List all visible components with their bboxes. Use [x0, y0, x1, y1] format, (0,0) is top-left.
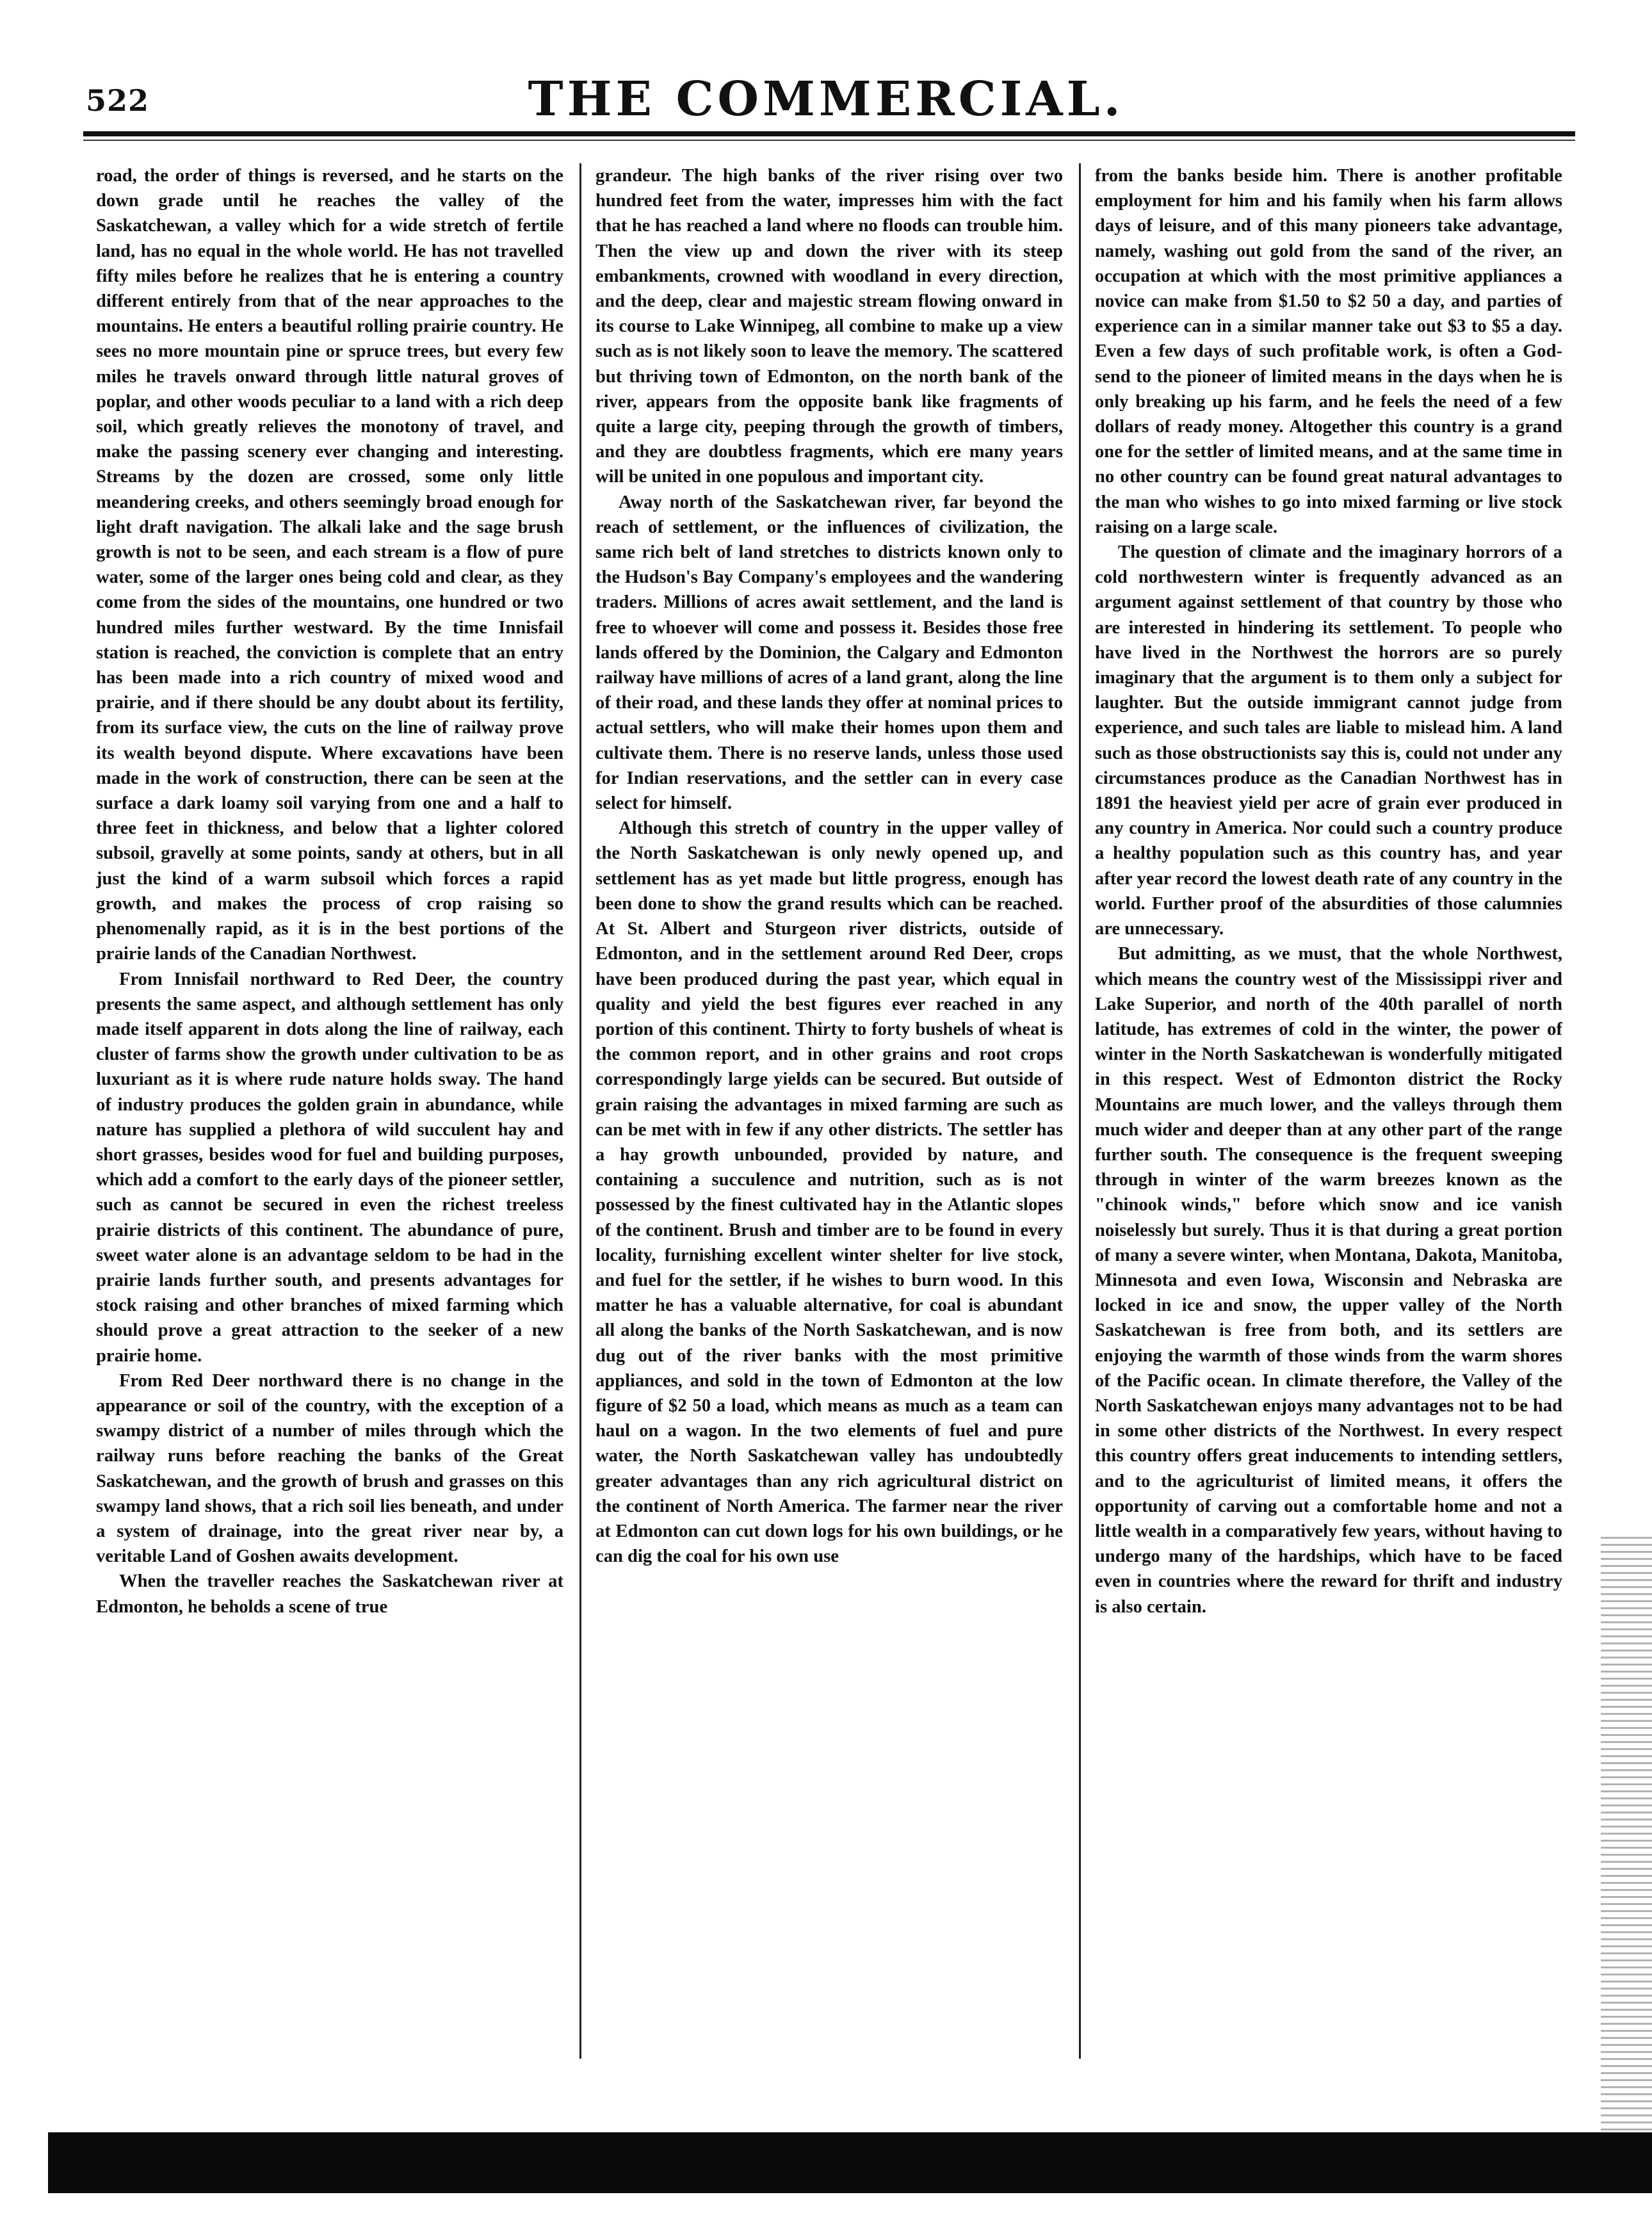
column-divider	[579, 163, 581, 2059]
paragraph: grandeur. The high banks of the river rising over two hundred feet from the water, impresses him with the fact that he has reached a land where no floods can trouble him. Then the view up and down the river with its steep embankments, crowned with woodland in every direction, and the deep, clear and majestic stream flowing onward in its course to Lake Winnipeg, all combine to make up a view such as is not likely soon to leave the memory. The scattered but thriving town of Edmonton, on the north bank of the river, appears from the opposite bank like fragments of quite a large city, peeping through the growth of timbers, and they are doubtless fragments, which ere many years will be united in one populous and important city.	[595, 166, 1063, 487]
paragraph: from the banks beside him. There is another profitable employment for him and his family when his farm allows days of leisure, and of this many pioneers take advantage, namely, washing out gold from the sand of the river, an occupation at which with the most primitive appliances a novice can make from $1.50 to $2 50 a day, and parties of experience can in a similar manner take out $3 to $5 a day. Even a few days of such profitable work, is often a God-send to the pioneer of limited means in the days when he is only breaking up his farm, and he feels the need of a few dollars of ready money. Altogether this country is a grand one for the settler of limited means, and at the same time in no other country can be found great natural advantages to the man who wishes to go into mixed farming or live stock raising on a large scale.	[1095, 166, 1562, 537]
header-rule-thin	[83, 140, 1575, 141]
page-number: 522	[86, 83, 150, 118]
paragraph: The question of climate and the imaginary horrors of a cold northwestern winter is frequently advanced as an argument against settlement of that country by those who are interested in hindering its settlement. To people who have lived in the Northwest the horrors are so purely imaginary that the argument is to them only a subject for laughter. But the outside immigrant cannot judge from experience, and such tales are liable to mislead him. A land such as those obstructionists say this is, could not under any circumstances produce as the Canadian Northwest has in 1891 the heaviest yield per acre of grain ever produced in any country in America. Nor could such a country produce a healthy population such as this country has, and year after year record the lowest death rate of any country in the world. Further proof of the absurdities of those calumnies are unnecessary.	[1095, 542, 1562, 939]
header-rule	[83, 131, 1575, 136]
paragraph: But admitting, as we must, that the whole Northwest, which means the country west of the Mississippi river and Lake Superior, and north of the 40th parallel of north latitude, has extremes of cold in the winter, the power of winter in the North Saskatchewan is wonderfully mitigated in this respect. West of Edmonton district the Rocky Mountains are much lower, and the valleys through them much wider and deeper than at any other part of the range further south. The consequence is the frequent sweeping through in winter of the warm breezes known as the "chinook winds," before which snow and ice vanish noiselessly but surely. Thus it is that during a great portion of many a severe winter, when Montana, Dakota, Manitoba, Minnesota and even Iowa, Wisconsin and Nebraska are locked in ice and snow, the upper valley of the North Saskatchewan is free from both, and its settlers are enjoying the warmth of those winds from the warm shores of the Pacific ocean. In climate therefore, the Valley of the North Saskatchewan enjoys many advantages not to be had in some other districts of the Northwest. In every respect this country offers great inducements to intending settlers, and to the agriculturist of limited means, it offers the opportunity of carving out a comfortable home and not a little wealth in a comparatively few years, without having to undergo many of the hardships, which have to be faced even in countries where the reward for thrift and industry is also certain.	[1095, 944, 1562, 1617]
paragraph: Away north of the Saskatchewan river, far beyond the reach of settlement, or the influences of civilization, the same rich belt of land stretches to districts known only to the Hudson's Bay Company's employees and the wandering traders. Millions of acres await settlement, and the land is free to whoever will come and possess it. Besides those free lands offered by the Dominion, the Calgary and Edmonton railway have millions of acres of a land grant, along the line of their road, and these lands they offer at nominal prices to actual settlers, who will make their homes upon them and cultivate them. There is no reserve lands, unless those used for Indian reservations, and the settler can in every case select for himself.	[595, 492, 1063, 814]
article-column-2	[595, 163, 1063, 2084]
article-column-3	[1095, 163, 1562, 2084]
paragraph: Although this stretch of country in the upper valley of the North Saskatchewan is only newly opened up, and settlement has as yet made but little progress, enough has been done to show the grand results which can be reached. At St. Albert and Sturgeon river districts, outside of Edmonton, and in the settlement around Red Deer, crops have been produced during the past year, which equal in quality and yield the best figures ever reached in any portion of this continent. Thirty to forty bushels of wheat is the common report, and in other grains and root crops correspondingly large yields can be secured. But outside of grain raising the advantages in mixed farming are such as can be met with in few if any other districts. The settler has a hay growth unbounded, provided by nature, and containing a succulence and nutrition, such as is not possessed by the finest cultivated hay in the Atlantic slopes of the continent. Brush and timber are to be found in every locality, furnishing excellent winter shelter for live stock, and fuel for the settler, if he wishes to burn wood. In this matter he has a valuable alternative, for coal is abundant all along the banks of the North Saskatchewan, and is now dug out of the river banks with the most primitive appliances, and sold in the town of Edmonton at the low figure of $2 50 a load, which means as much as a team can haul on a wagon. In the two elements of fuel and pure water, the North Saskatchewan valley has undoubtedly greater advantages than any rich agricultural district on the continent of North America. The farmer near the river at Edmonton can cut down logs for his own buildings, or he can dig the coal for his own use	[595, 818, 1063, 1567]
paragraph: From Innisfail northward to Red Deer, the country presents the same aspect, and although settlement has only made itself apparent in dots along the line of railway, each cluster of farms show the growth under cultivation to be as luxuriant as it is where rude nature holds sway. The hand of industry produces the golden grain in abundance, while nature has supplied a plethora of wild succulent hay and short grasses, besides wood for fuel and building purposes, which add a comfort to the early days of the pioneer settler, such as cannot be secured in even the richest treeless prairie districts of this continent. The abundance of pure, sweet water alone is an advantage seldom to be had in the prairie lands further south, and presents advantages for stock raising and other branches of mixed farming which should prove a great attraction to the seeker of a new prairie home.	[96, 969, 563, 1366]
column-divider	[1079, 163, 1081, 2059]
masthead-title: THE COMMERCIAL.	[528, 72, 1124, 127]
page-header	[0, 0, 1652, 147]
paragraph: When the traveller reaches the Saskatchewan river at Edmonton, he beholds a scene of true	[96, 1571, 563, 1617]
paragraph: From Red Deer northward there is no change in the appearance or soil of the country, with the exception of a swampy district of a number of miles through which the railway runs before reaching the banks of the Great Saskatchewan, and the growth of brush and grasses on this swampy land shows, that a rich soil lies beneath, and under a system of drainage, into the great river near by, a veritable Land of Goshen awaits development.	[96, 1370, 563, 1567]
paragraph: road, the order of things is reversed, and he starts on the down grade until he reaches the valley of the Saskatchewan, a valley which for a wide stretch of fertile land, has no equal in the whole world. He has not travelled fifty miles before he realizes that he is entering a country different entirely from that of the near approaches to the mountains. He enters a beautiful rolling prairie country. He sees no more mountain pine or spruce trees, but every few miles he travels onward through little natural groves of poplar, and other woods peculiar to a land with a rich deep soil, which greatly relieves the monotony of travel, and make the passing scenery ever changing and interesting. Streams by the dozen are crossed, some only little meandering creeks, and others seemingly broad enough for light draft navigation. The alkali lake and the sage brush growth is not to be seen, and each stream is a flow of pure water, some of the larger ones being cold and clear, as they come from the sides of the mountains, one hundred or two hundred miles further westward. By the time Innisfail station is reached, the conviction is complete that an entry has been made into a rich country of mixed wood and prairie, and if there should be any doubt about its fertility, from its surface view, the cuts on the line of railway prove its wealth beyond dispute. Where excavations have been made in the work of construction, there can be seen at the surface a dark loamy soil varying from one and a half to three feet in thickness, and below that a lighter colored subsoil, gravelly at some points, sandy at others, but in all just the kind of a warm subsoil which forces a rapid growth, and makes the process of crop raising so phenomenally rapid, as it is in the best portions of the prairie lands of the Canadian Northwest.	[96, 166, 563, 964]
scan-border-bar	[48, 2132, 1652, 2193]
scan-noise	[1601, 1537, 1652, 2132]
article-column-1	[96, 163, 563, 2084]
